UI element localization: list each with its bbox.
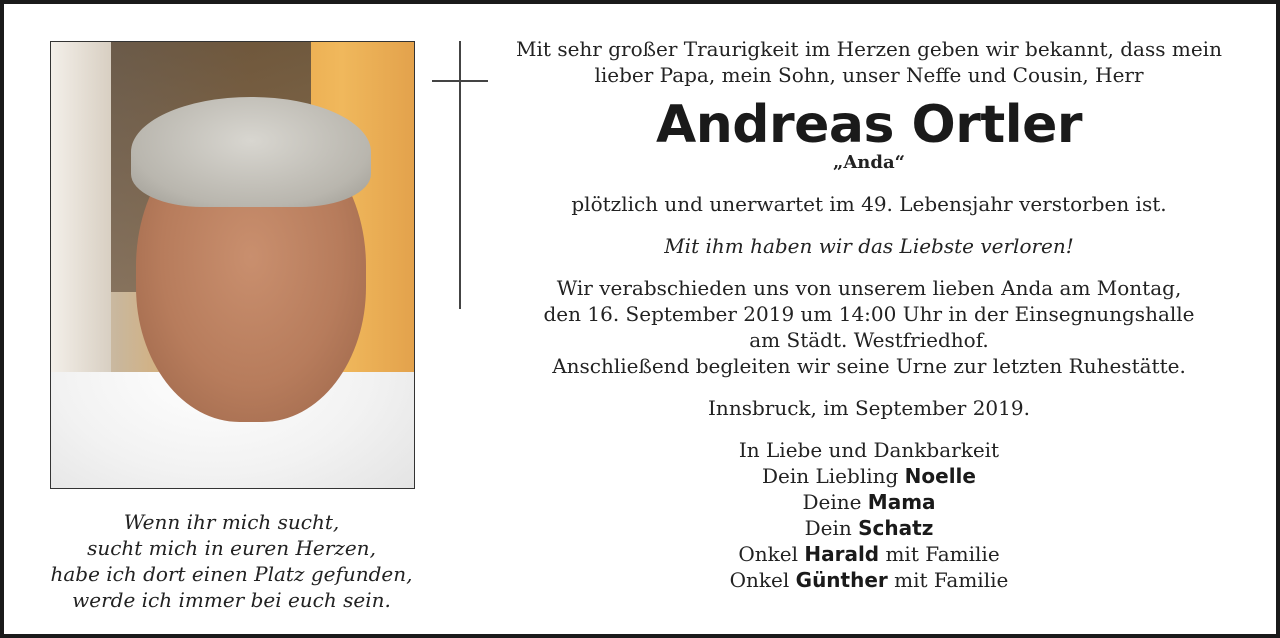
- deceased-name: Andreas Ortler: [656, 95, 1082, 155]
- mourner: Deine Mama: [802, 490, 936, 514]
- poem-line: sucht mich in euren Herzen,: [87, 536, 376, 560]
- place-date: Innsbruck, im September 2019.: [708, 396, 1030, 420]
- cross-icon-bar: [432, 80, 488, 82]
- mourner: Onkel Günther mit Familie: [729, 568, 1009, 592]
- poem-line: Wenn ihr mich sucht,: [123, 510, 340, 534]
- mourner: Dein Liebling Noelle: [762, 464, 976, 488]
- mourner: Dein Schatz: [804, 516, 934, 540]
- nickname: „Anda“: [832, 152, 905, 173]
- poem-line: werde ich immer bei euch sein.: [72, 588, 391, 612]
- notice-text: [509, 36, 1229, 593]
- intro-line: Mit sehr großer Traurigkeit im Herzen geben wir bekannt, dass mein: [516, 37, 1222, 61]
- intro-line: lieber Papa, mein Sohn, unser Neffe und Cousin, Herr: [594, 63, 1144, 87]
- motto: Mit ihm haben wir das Liebste verloren!: [664, 234, 1074, 258]
- ceremony-line: Anschließend begleiten wir seine Urne zur letzten Ruhestätte.: [552, 354, 1186, 378]
- mourners-list: [509, 463, 1229, 593]
- poem-line: habe ich dort einen Platz gefunden,: [50, 562, 413, 586]
- portrait-photo: [50, 41, 415, 489]
- mourner: Onkel Harald mit Familie: [738, 542, 1000, 566]
- ceremony-info: [509, 275, 1229, 379]
- death-line: plötzlich und unerwartet im 49. Lebensjahr verstorben ist.: [571, 192, 1167, 216]
- ceremony-line: am Städt. Westfriedhof.: [749, 328, 989, 352]
- poem: [24, 509, 439, 613]
- intro: [509, 36, 1229, 88]
- ceremony-line: Wir verabschieden uns von unserem lieben Anda am Montag,: [556, 276, 1182, 300]
- closing: In Liebe und Dankbarkeit: [738, 438, 1000, 462]
- ceremony-line: den 16. September 2019 um 14:00 Uhr in der Einsegnungshalle: [543, 302, 1195, 326]
